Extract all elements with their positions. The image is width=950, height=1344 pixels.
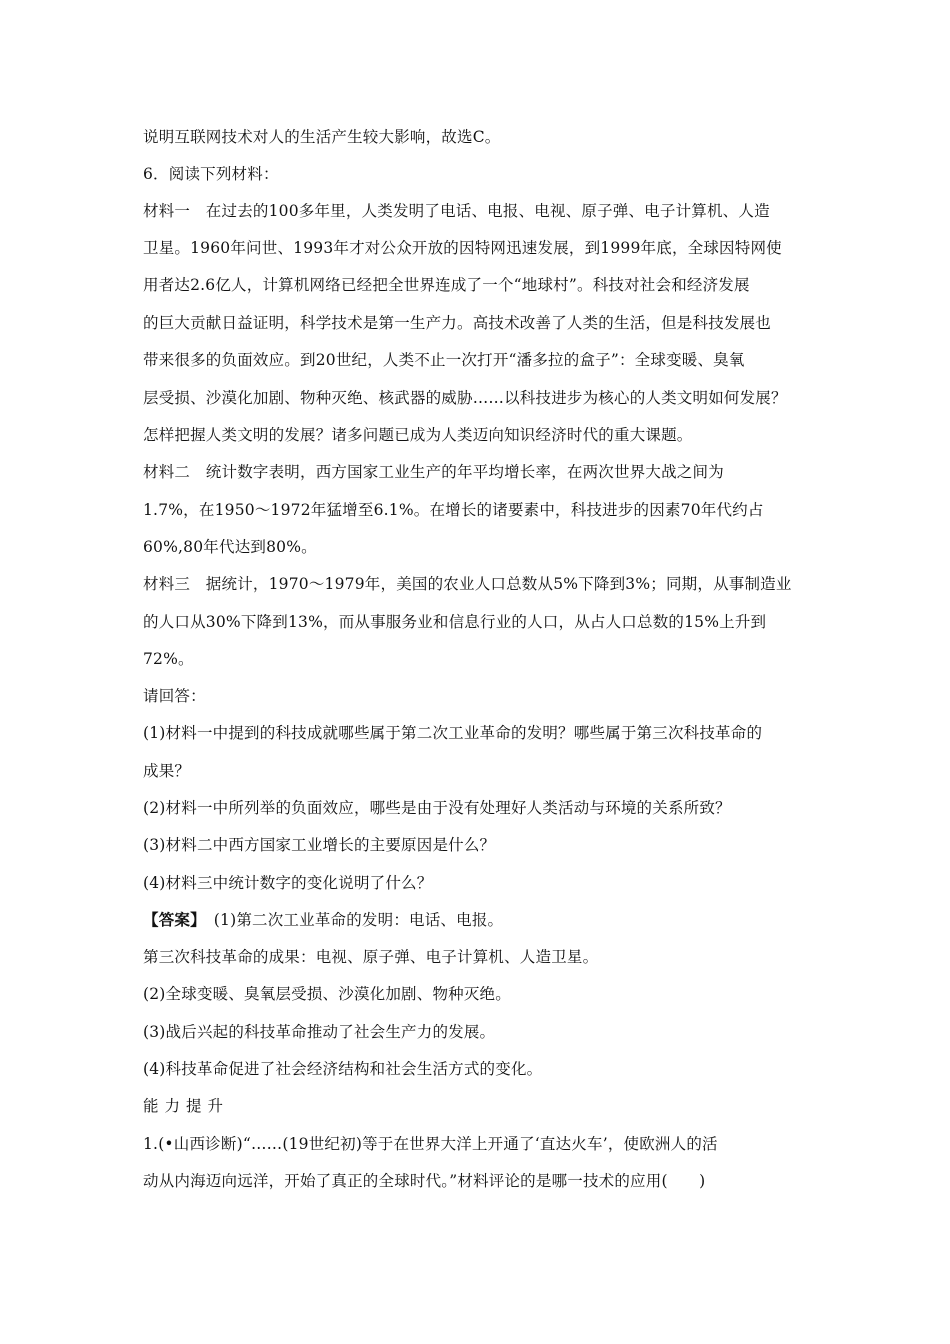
material-1-line: 材料一 在过去的100多年里，人类发明了电话、电报、电视、原子弹、电子计算机、人造 bbox=[143, 202, 770, 220]
material-1-line: 带来很多的负面效应。到20世纪，人类不止一次打开“潘多拉的盒子”：全球变暖、臭氧 bbox=[143, 351, 745, 369]
section-title: 能力提升 bbox=[143, 1097, 230, 1115]
material-2-line: 1.7%，在1950～1972年猛增至6.1%。在增长的诸要素中，科技进步的因素70年代约占 bbox=[143, 501, 764, 519]
answer-first-line bbox=[143, 909, 503, 931]
material-1-line: 层受损、沙漠化加剧、物种灭绝、核武器的威胁……以科技进步为核心的人类文明如何发展？ bbox=[143, 389, 787, 407]
sub-question: (2)材料一中所列举的负面效应，哪些是由于没有处理好人类活动与环境的关系所致？ bbox=[143, 799, 731, 817]
answer-line: (2)全球变暖、臭氧层受损、沙漠化加剧、物种灭绝。 bbox=[143, 985, 511, 1003]
prompt-label: 请回答： bbox=[143, 687, 206, 705]
material-3-line: 72%。 bbox=[143, 650, 194, 668]
answer-line: 第三次科技革命的成果：电视、原子弹、电子计算机、人造卫星。 bbox=[143, 948, 599, 966]
answer-line: (4)科技革命促进了社会经济结构和社会生活方式的变化。 bbox=[143, 1060, 543, 1078]
question-1-line: 动从内海迈向远洋，开始了真正的全球时代。”材料评论的是哪一技术的应用( ) bbox=[143, 1172, 706, 1190]
sub-question: (3)材料二中西方国家工业增长的主要原因是什么？ bbox=[143, 836, 496, 854]
sub-question: (4)材料三中统计数字的变化说明了什么？ bbox=[143, 874, 433, 892]
question-1-line: 1.(•山西诊断)“……(19世纪初)等于在世界大洋上开通了‘直达火车’，使欧洲人的活 bbox=[143, 1135, 718, 1153]
question-6-heading: 6．阅读下列材料： bbox=[143, 165, 279, 183]
material-3-line: 材料三 据统计，1970～1979年，美国的农业人口总数从5%下降到3%；同期，从事制造业 bbox=[143, 575, 792, 593]
material-2-line: 60%,80年代达到80%。 bbox=[143, 538, 317, 556]
answer-tag: 【答案】 bbox=[143, 910, 199, 929]
material-2-line: 材料二 统计数字表明，西方国家工业生产的年平均增长率，在两次世界大战之间为 bbox=[143, 463, 724, 481]
material-1-line: 怎样把握人类文明的发展？诸多问题已成为人类迈向知识经济时代的重大课题。 bbox=[143, 426, 693, 444]
material-1-line: 卫星。1960年问世、1993年才对公众开放的因特网迅速发展，到1999年底，全球因特网使 bbox=[143, 239, 782, 257]
answer-text: (1)第二次工业革命的发明：电话、电报。 bbox=[198, 911, 504, 929]
sub-question: 成果？ bbox=[143, 762, 191, 780]
material-3-line: 的人口从30%下降到13%，而从事服务业和信息行业的人口，从占人口总数的15%上升到 bbox=[143, 613, 767, 631]
answer-line: (3)战后兴起的科技革命推动了社会生产力的发展。 bbox=[143, 1023, 496, 1041]
text-line: 说明互联网技术对人的生活产生较大影响，故选C。 bbox=[143, 128, 501, 146]
material-1-line: 的巨大贡献日益证明，科学技术是第一生产力。高技术改善了人类的生活，但是科技发展也 bbox=[143, 314, 772, 332]
material-1-line: 用者达2.6亿人，计算机网络已经把全世界连成了一个“地球村”。科技对社会和经济发展 bbox=[143, 276, 750, 294]
sub-question: (1)材料一中提到的科技成就哪些属于第二次工业革命的发明？哪些属于第三次科技革命的 bbox=[143, 724, 763, 742]
